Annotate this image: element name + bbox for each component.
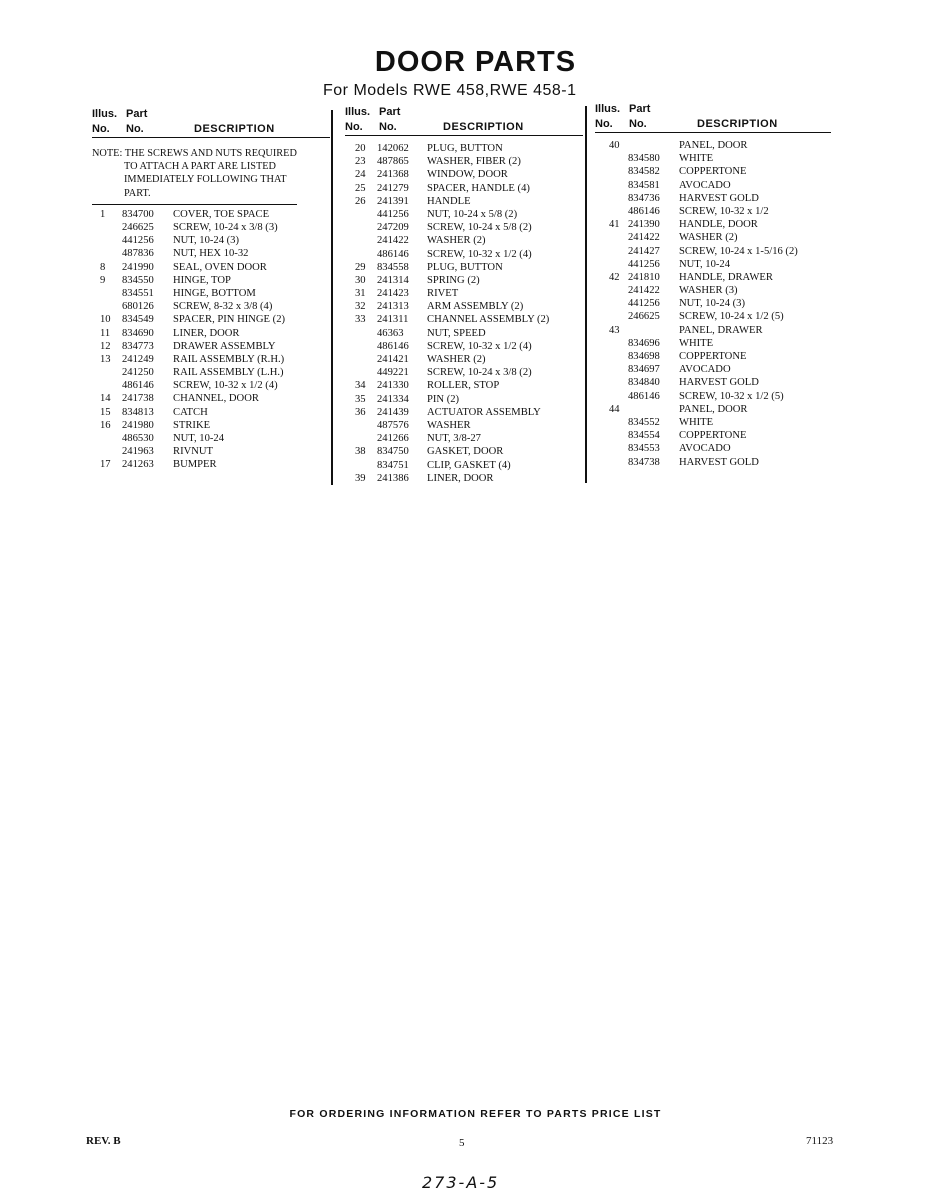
part-number: 441256 [628, 258, 660, 270]
header-rule [595, 132, 831, 133]
part-description: WHITE [679, 337, 714, 349]
table-row [345, 419, 583, 432]
table-row [595, 218, 835, 231]
part-number: 834582 [628, 166, 660, 178]
part-description: SCREW, 10-24 x 3/8 (2) [427, 367, 532, 379]
part-description: HARVEST GOLD [679, 192, 759, 204]
part-number: 241423 [377, 288, 409, 300]
illus-number: 29 [355, 261, 366, 273]
illus-number: 26 [355, 195, 366, 207]
part-number: 834696 [628, 337, 660, 349]
part-description: SCREW, 10-32 x 1/2 (4) [427, 248, 532, 260]
part-number: 834697 [628, 364, 660, 376]
part-number: 834550 [122, 274, 154, 286]
table-row [595, 416, 835, 429]
table-row [345, 406, 583, 419]
part-description: BUMPER [173, 459, 217, 471]
part-number: 241386 [377, 472, 409, 484]
table-row [595, 310, 835, 323]
illus-number: 33 [355, 314, 366, 326]
table-row [345, 472, 583, 485]
part-description: SCREW, 10-24 x 1/2 (5) [679, 311, 784, 323]
part-number: 834738 [628, 456, 660, 468]
illus-number: 31 [355, 288, 366, 300]
part-description: PANEL, DOOR [679, 140, 748, 151]
part-number: 834690 [122, 327, 154, 339]
illus-number: 43 [609, 324, 620, 336]
table-row [345, 445, 583, 458]
parts-column-3 [595, 103, 835, 469]
illus-number: 12 [100, 340, 111, 352]
table-row [92, 287, 330, 300]
part-number: 441256 [122, 235, 154, 247]
table-row [345, 221, 583, 234]
part-description: NUT, 10-24 (3) [173, 235, 239, 247]
part-description: SPACER, HANDLE (4) [427, 182, 530, 194]
part-description: WASHER (2) [427, 235, 486, 247]
part-number: 241334 [377, 393, 409, 405]
part-number: 834698 [628, 351, 660, 362]
illus-number: 8 [100, 261, 106, 273]
part-description: SEAL, OVEN DOOR [173, 261, 267, 273]
part-number: 834554 [628, 430, 660, 442]
table-row [595, 337, 835, 350]
table-row [595, 429, 835, 442]
table-row [92, 445, 330, 458]
illus-number: 11 [100, 327, 111, 339]
table-row [345, 195, 583, 208]
part-description: WHITE [679, 153, 714, 165]
table-row [595, 324, 835, 337]
part-description: ROLLER, STOP [427, 380, 500, 392]
part-number: 834552 [628, 416, 660, 428]
part-number: 487865 [377, 156, 409, 168]
part-description: COPPERTONE [679, 430, 747, 442]
part-number: 486146 [628, 390, 660, 402]
header-no: No. [595, 118, 613, 130]
table-row [345, 327, 583, 340]
part-description: COVER, TOE SPACE [173, 208, 270, 220]
table-row [345, 366, 583, 379]
illus-number: 1 [100, 208, 106, 220]
part-description: PANEL, DOOR [679, 403, 748, 415]
part-number: 486146 [628, 205, 660, 217]
page-title: DOOR PARTS [374, 46, 577, 78]
table-row [595, 390, 835, 403]
part-number: 241313 [377, 301, 409, 313]
part-number: 241422 [628, 285, 660, 297]
header-part: Part [629, 103, 651, 115]
part-number: 241314 [377, 274, 409, 286]
column-header [345, 106, 583, 138]
table-row [345, 432, 583, 445]
header-part: Part [126, 108, 148, 120]
table-row [345, 182, 583, 195]
part-number: 241990 [122, 261, 154, 273]
table-row [595, 139, 835, 152]
part-number: 241391 [377, 195, 409, 207]
column-divider [331, 110, 333, 485]
part-description: WASHER (2) [679, 232, 738, 244]
table-row [92, 313, 330, 326]
part-description: HARVEST GOLD [679, 456, 759, 468]
part-number: 241263 [122, 459, 154, 471]
part-description: HINGE, TOP [173, 274, 231, 286]
part-number: 241963 [122, 446, 154, 458]
part-description: NUT, 10-24 x 5/8 (2) [427, 208, 518, 220]
table-row [595, 165, 835, 178]
part-description: SCREW, 8-32 x 3/8 (4) [173, 301, 273, 313]
page-subtitle: For Models RWE 458,RWE 458-1 [323, 82, 577, 99]
document-code: 71123 [806, 1135, 834, 1147]
part-description: HARVEST GOLD [679, 377, 759, 389]
part-number: 241330 [377, 380, 409, 392]
illus-number: 40 [609, 140, 620, 151]
table-row [595, 245, 835, 258]
part-description: RAIL ASSEMBLY (R.H.) [173, 353, 285, 365]
table-row [595, 284, 835, 297]
part-number: 241439 [377, 406, 409, 418]
table-row [595, 350, 835, 363]
table-row [595, 456, 835, 469]
part-number: 441256 [377, 208, 409, 220]
table-row [92, 406, 330, 419]
part-description: PIN (2) [427, 393, 460, 405]
column-header [92, 108, 330, 140]
part-number: 834750 [377, 446, 409, 458]
part-description: SCREW, 10-32 x 1/2 (4) [173, 380, 278, 392]
illus-number: 36 [355, 406, 366, 418]
table-row [345, 248, 583, 261]
table-row [345, 313, 583, 326]
parts-list [92, 208, 330, 472]
part-number: 834580 [628, 153, 660, 165]
part-description: RIVET [427, 288, 459, 300]
table-row [92, 458, 330, 471]
table-row [595, 258, 835, 271]
part-description: SCREW, 10-24 x 1-5/16 (2) [679, 245, 798, 257]
illus-number: 38 [355, 446, 366, 458]
part-description: COPPERTONE [679, 166, 747, 178]
illus-number: 14 [100, 393, 111, 405]
part-description: SCREW, 10-24 x 3/8 (3) [173, 222, 278, 233]
part-number: 486146 [122, 380, 154, 392]
part-description: SCREW, 10-32 x 1/2 (4) [427, 340, 532, 352]
parts-list [595, 139, 835, 469]
part-description: NUT, 10-24 [679, 258, 730, 270]
illus-number: 30 [355, 274, 366, 286]
part-description: CHANNEL, DOOR [173, 393, 259, 405]
part-description: NUT, 10-24 [173, 433, 224, 444]
part-description: WASHER, FIBER (2) [427, 156, 521, 168]
illus-number: 16 [100, 419, 111, 431]
table-row [92, 208, 330, 221]
table-row [345, 353, 583, 366]
table-row [595, 376, 835, 389]
header-part: Part [379, 106, 401, 118]
table-row [345, 168, 583, 181]
part-description: HANDLE [427, 195, 471, 207]
header-illus: Illus. [92, 108, 118, 120]
part-number: 834736 [628, 192, 660, 204]
part-description: SPACER, PIN HINGE (2) [173, 314, 286, 326]
part-description: WHITE [679, 416, 714, 428]
table-row [92, 419, 330, 432]
part-number: 834558 [377, 261, 409, 273]
note-rule [92, 204, 297, 205]
illus-number: 35 [355, 393, 366, 405]
part-description: HINGE, BOTTOM [173, 287, 256, 299]
table-row [595, 442, 835, 455]
part-description: NUT, 10-24 (3) [679, 298, 745, 310]
table-row [345, 379, 583, 392]
note-block [92, 147, 330, 205]
part-number: 246625 [122, 222, 154, 233]
illus-number: 34 [355, 380, 366, 392]
table-row [92, 327, 330, 340]
part-description: PLUG, BUTTON [427, 143, 503, 154]
header-part-no: No. [379, 121, 397, 133]
part-number: 241980 [122, 419, 154, 431]
parts-column-2 [345, 106, 583, 485]
table-row [595, 152, 835, 165]
table-row [345, 208, 583, 221]
header-part-no: No. [126, 123, 144, 135]
header-rule [92, 137, 330, 138]
note-line: TO ATTACH A PART ARE LISTED [124, 161, 276, 173]
part-description: LINER, DOOR [173, 327, 240, 339]
part-description: PLUG, BUTTON [427, 261, 503, 273]
part-description: STRIKE [173, 419, 211, 431]
table-row [345, 393, 583, 406]
part-description: SPRING (2) [427, 274, 480, 286]
part-number: 241279 [377, 182, 409, 194]
parts-column-1 [92, 108, 330, 472]
part-number: 487836 [122, 248, 154, 260]
part-number: 142062 [377, 143, 409, 154]
table-row [345, 274, 583, 287]
part-number: 241810 [628, 271, 660, 283]
header-no: No. [92, 123, 110, 135]
table-row [595, 403, 835, 416]
part-description: GASKET, DOOR [427, 446, 504, 458]
table-row [595, 205, 835, 218]
illus-number: 25 [355, 182, 366, 194]
part-number: 241368 [377, 169, 409, 181]
part-number: 834551 [122, 287, 154, 299]
table-row [92, 221, 330, 234]
part-number: 834773 [122, 340, 154, 352]
part-description: NUT, SPEED [427, 327, 486, 339]
part-number: 834581 [628, 179, 660, 191]
part-number: 441256 [628, 298, 660, 310]
part-number: 241421 [377, 354, 409, 365]
part-number: 680126 [122, 301, 154, 313]
part-description: AVOCADO [679, 179, 731, 191]
table-row [92, 392, 330, 405]
table-row [595, 192, 835, 205]
part-description: NUT, 3/8-27 [427, 433, 481, 445]
part-number: 241738 [122, 393, 154, 405]
header-rule [345, 135, 583, 136]
part-description: SCREW, 10-32 x 1/2 (5) [679, 390, 784, 402]
table-row [345, 155, 583, 168]
header-description: DESCRIPTION [194, 123, 275, 135]
part-description: RIVNUT [173, 446, 214, 458]
table-row [595, 271, 835, 284]
illus-number: 24 [355, 169, 366, 181]
header-description: DESCRIPTION [443, 121, 524, 133]
part-description: NUT, HEX 10-32 [173, 248, 249, 260]
part-number: 486146 [377, 340, 409, 352]
part-number: 241311 [377, 314, 409, 326]
table-row [345, 340, 583, 353]
part-description: PANEL, DRAWER [679, 324, 763, 336]
illus-number: 39 [355, 472, 366, 484]
part-description: WASHER [427, 419, 471, 431]
part-number: 241250 [122, 367, 154, 379]
part-number: 241390 [628, 219, 660, 231]
part-number: 46363 [377, 327, 404, 339]
illus-number: 10 [100, 314, 111, 326]
revision-label: REV. B [86, 1135, 121, 1147]
note-line: PART. [124, 187, 151, 199]
illus-number: 23 [355, 156, 366, 168]
illus-number: 9 [100, 274, 106, 286]
table-row [345, 459, 583, 472]
page-number: 5 [459, 1137, 465, 1149]
column-header [595, 103, 835, 135]
table-row [92, 366, 330, 379]
table-row [345, 261, 583, 274]
part-number: 246625 [628, 311, 660, 323]
part-description: ARM ASSEMBLY (2) [427, 301, 524, 313]
illus-number: 15 [100, 406, 111, 418]
parts-list [345, 142, 583, 485]
table-row [345, 142, 583, 155]
table-row [92, 379, 330, 392]
part-number: 241422 [628, 232, 660, 244]
part-description: SCREW, 10-32 x 1/2 [679, 205, 769, 217]
part-description: CATCH [173, 406, 208, 418]
table-row [92, 274, 330, 287]
illus-number: 17 [100, 459, 111, 471]
table-row [92, 432, 330, 445]
table-row [92, 261, 330, 274]
note-line: NOTE: THE SCREWS AND NUTS REQUIRED [92, 148, 297, 159]
part-number: 241249 [122, 353, 154, 365]
part-description: DRAWER ASSEMBLY [173, 340, 276, 352]
part-description: ACTUATOR ASSEMBLY [427, 406, 541, 418]
part-number: 487576 [377, 419, 409, 431]
part-description: HANDLE, DRAWER [679, 271, 773, 283]
part-number: 241422 [377, 235, 409, 247]
part-description: WASHER (3) [679, 285, 738, 297]
part-description: HANDLE, DOOR [679, 219, 758, 231]
part-description: CLIP, GASKET (4) [427, 459, 511, 471]
illus-number: 41 [609, 219, 620, 231]
note-line: IMMEDIATELY FOLLOWING THAT [124, 174, 287, 186]
table-row [345, 300, 583, 313]
table-row [92, 234, 330, 247]
table-row [92, 353, 330, 366]
table-row [595, 363, 835, 376]
table-row [595, 231, 835, 244]
illus-number: 42 [609, 271, 620, 283]
part-description: WINDOW, DOOR [427, 169, 508, 181]
header-illus: Illus. [345, 106, 371, 118]
table-row [345, 287, 583, 300]
part-number: 834549 [122, 314, 154, 326]
part-number: 247209 [377, 222, 409, 234]
table-row [92, 300, 330, 313]
part-description: SCREW, 10-24 x 5/8 (2) [427, 222, 532, 234]
table-row [595, 297, 835, 310]
illus-number: 13 [100, 353, 111, 365]
part-number: 486146 [377, 248, 409, 260]
table-row [345, 234, 583, 247]
part-number: 241427 [628, 245, 660, 257]
header-illus: Illus. [595, 103, 621, 115]
part-description: RAIL ASSEMBLY (L.H.) [173, 367, 284, 379]
illus-number: 20 [355, 143, 366, 154]
header-description: DESCRIPTION [697, 118, 778, 130]
part-description: COPPERTONE [679, 351, 747, 362]
part-number: 834840 [628, 377, 660, 389]
illus-number: 32 [355, 301, 366, 313]
table-row [92, 340, 330, 353]
ordering-info: FOR ORDERING INFORMATION REFER TO PARTS PRICE LIST [289, 1108, 662, 1120]
table-row [595, 179, 835, 192]
part-description: LINER, DOOR [427, 472, 494, 484]
handwritten-note: 273-A-5 [422, 1173, 500, 1192]
part-number: 834553 [628, 443, 660, 455]
part-description: CHANNEL ASSEMBLY (2) [427, 314, 550, 326]
column-divider [585, 106, 587, 483]
part-number: 834813 [122, 406, 154, 418]
part-number: 834700 [122, 208, 154, 220]
part-number: 486530 [122, 433, 154, 444]
part-number: 834751 [377, 459, 409, 471]
part-description: AVOCADO [679, 443, 731, 455]
part-description: AVOCADO [679, 364, 731, 376]
part-number: 241266 [377, 433, 409, 445]
header-no: No. [345, 121, 363, 133]
illus-number: 44 [609, 403, 620, 415]
part-description: WASHER (2) [427, 354, 486, 365]
table-row [92, 247, 330, 260]
header-part-no: No. [629, 118, 647, 130]
part-number: 449221 [377, 367, 409, 379]
